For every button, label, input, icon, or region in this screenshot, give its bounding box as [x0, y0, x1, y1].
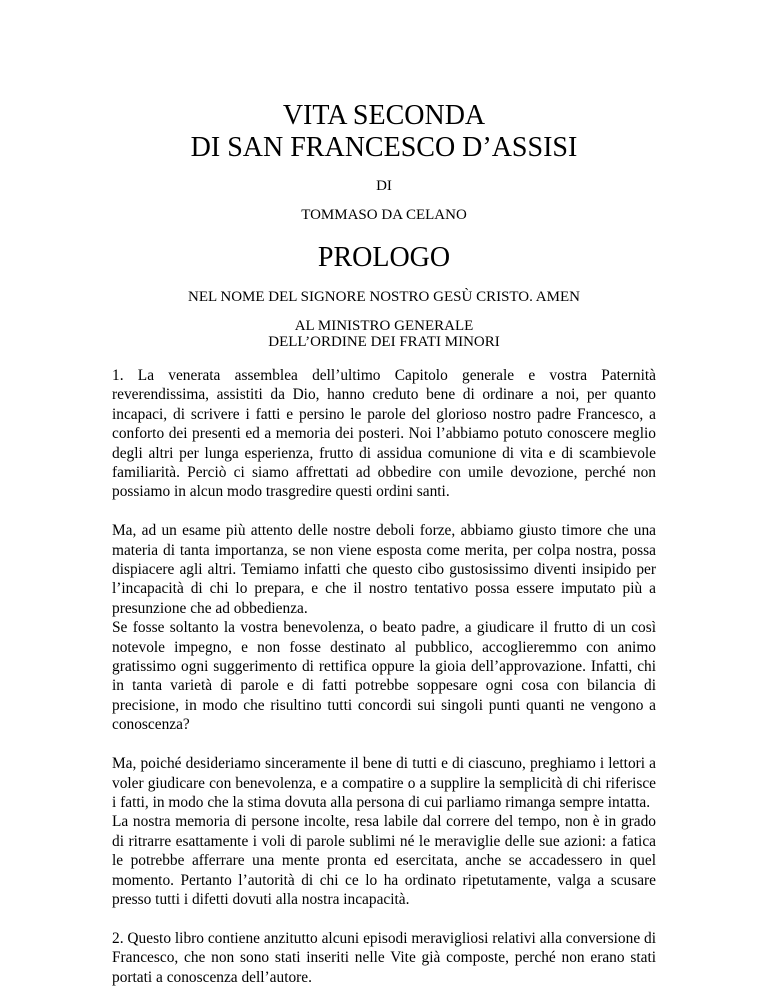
author-name: TOMMASO DA CELANO [301, 207, 467, 223]
dedication-line-1: AL MINISTRO GENERALE [294, 318, 474, 334]
paragraph-2: Ma, ad un esame più attento delle nostre deboli forze, abbiamo giusto timore che una materia di tanta importanza, se non viene esposta come merita, per colpa nostra, possa dispiacere agli altri. Temiamo infatti che questo cibo gustosissimo diventi insipido per l’incapacità di chi lo prepara, e che il nostro tentativo possa essere imputato più a presunzione che ad obbedienza. Se fosse soltanto la vostra benevolenza, o beato padre, a giudicare il frutto di un così notevole impegno, e non fosse destinato al pubblico, accoglieremmo con animo gratissimo ogni suggerimento di rettifica oppure la gioia dell’approvazione. Infatti, chi in tanta varietà di parole e di fatti potrebbe soppesare ogni cosa con bilancia di precisione, in modo che risultino tutti concordi sui singoli punti quanti ne vengono a conoscenza? [112, 522, 656, 734]
body-text [112, 366, 656, 1006]
title-line-1: VITA SECONDA [282, 100, 486, 131]
title-line-2: DI SAN FRANCESCO D’ASSISI [190, 132, 578, 163]
dedication-line-2: DELL’ORDINE DEI FRATI MINORI [268, 334, 500, 350]
paragraph-4: 2. Questo libro contiene anzitutto alcuni episodi meravigliosi relativi alla conversione di Francesco, che non sono stati inseriti nelle Vite già composte, perché non erano stati portati a conoscenza dell’autore. [112, 929, 656, 986]
prologue-heading: PROLOGO [317, 242, 451, 273]
paragraph-3: Ma, poiché desideriamo sinceramente il bene di tutti e di ciascuno, preghiamo i lettori a voler giudicare con benevolenza, e a compatire o a supplire la semplicità di chi riferisce i fatti, in modo che la stima dovuta alla persona di cui parliamo rimanga sempre intatta. La nostra memoria di persone incolte, resa labile dal correre del tempo, non è in grado di ritrarre esattamente i voli di parole sublimi né le meraviglie delle sue azioni: a fatica le potrebbe afferrare una mente pronta ed esercitata, anche se accadessero in quel momento. Pertanto l’autorità di chi ce lo ha ordinato ripetutamente, valga a scusare presso tutti i difetti dovuti alla nostra incapacità. [112, 755, 656, 908]
document-title [0, 100, 768, 164]
invocation: NEL NOME DEL SIGNORE NOSTRO GESÙ CRISTO. AMEN [188, 289, 580, 305]
paragraph-1: 1. La venerata assemblea dell’ultimo Capitolo generale e vostra Paternità reverendissima, assistiti da Dio, hanno creduto bene di ordinare a noi, per quanto incapaci, di scrivere i fatti e persino le parole del glorioso nostro padre Francesco, a conforto dei presenti ed a memoria dei posteri. Noi l’abbiamo potuto conoscere meglio degli altri per lunga esperienza, frutto di assidua comunione di vita e di scambievole familiarità. Perciò ci siamo affrettati ad obbedire con umile devozione, perché non possiamo in alcun modo trasgredire questi ordini santi. [112, 367, 656, 501]
by-line: DI [376, 178, 392, 194]
